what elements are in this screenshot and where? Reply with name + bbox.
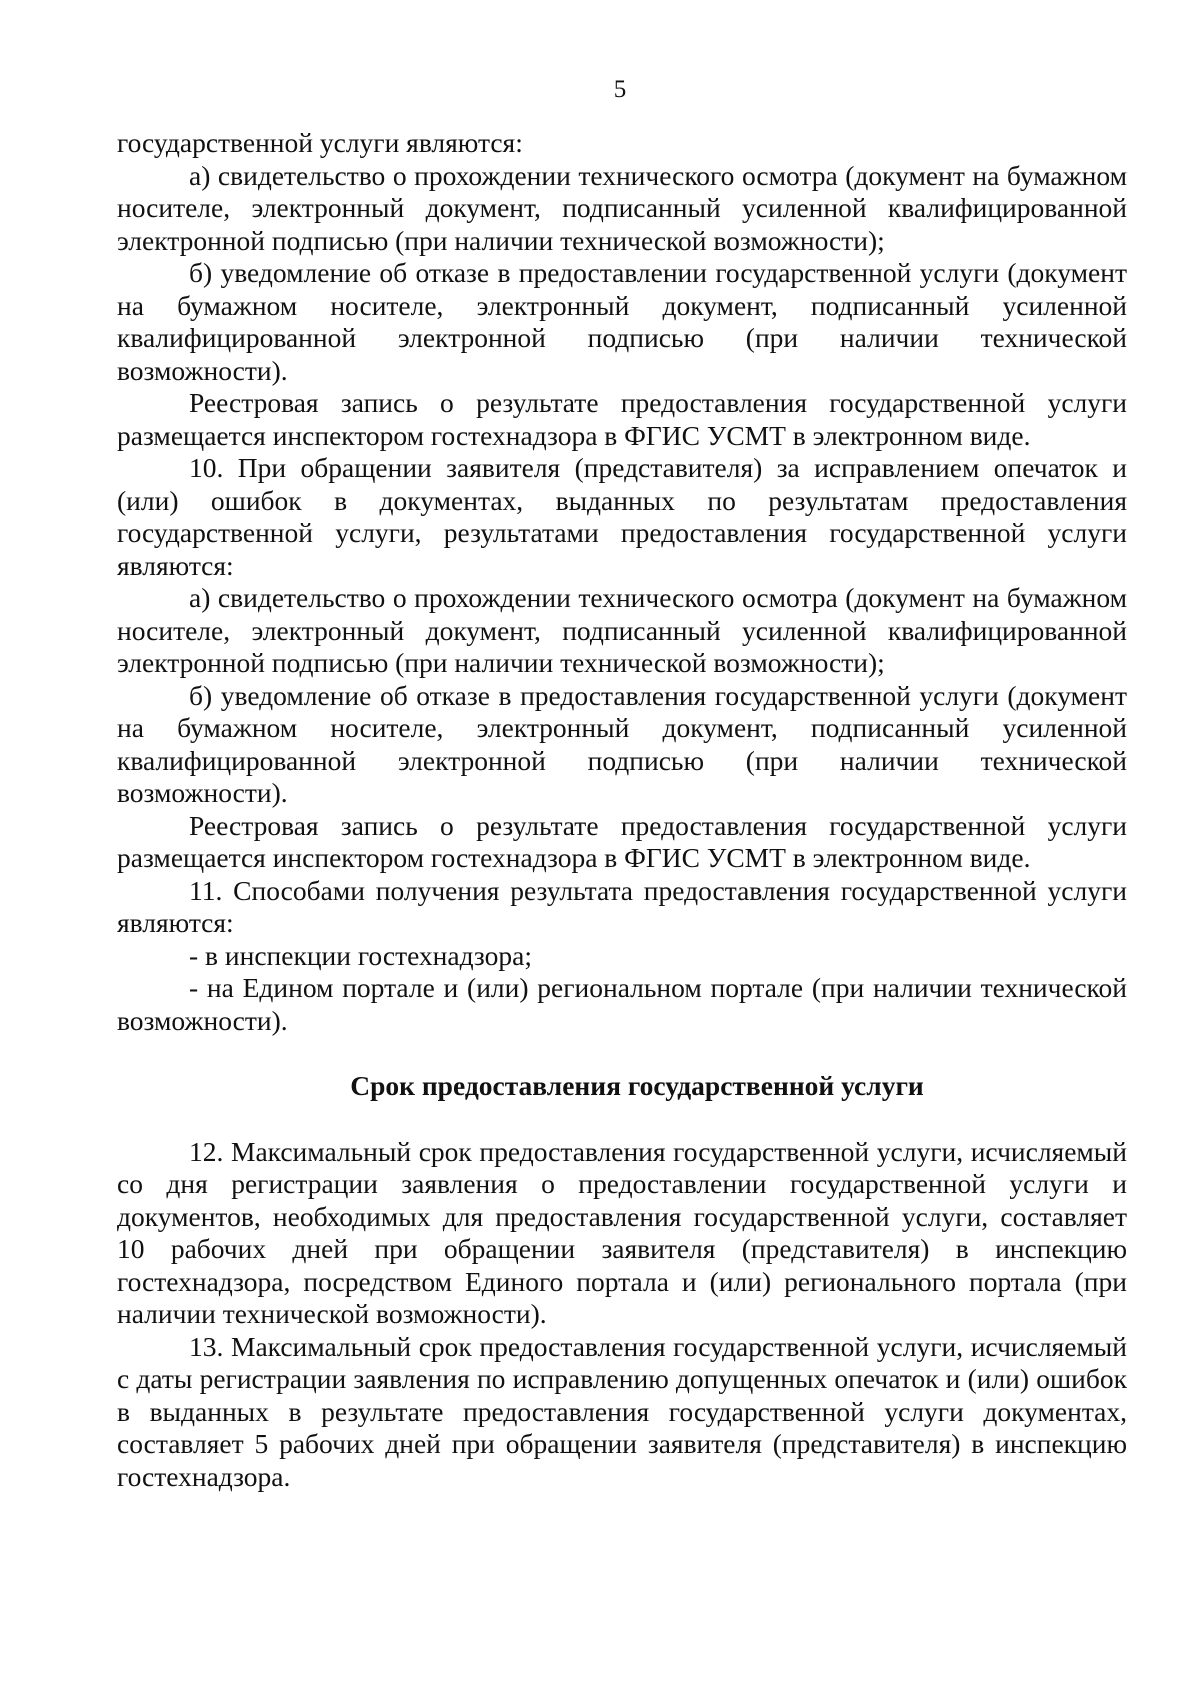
paragraph: 10. При обращении заявителя (представителя) за исправлением опечаток и (или) ошибок в документах, выданных по результатам предоставления государственной услуги, результатами предоставления государственной услуги являются: <box>117 452 1127 581</box>
paragraph: б) уведомление об отказе в предоставления государственной услуги (документ на бумажном носителе, электронный документ, подписанный усиленной квалифицированной электронной подписью (при наличии технической возможности). <box>117 679 1127 808</box>
section-heading: Срок предоставления государственной услуги <box>350 1070 924 1101</box>
paragraph: Реестровая запись о результате предоставления государственной услуги размещается инспектором гостехнадзора в ФГИС УСМТ в электронном виде. <box>117 387 1127 451</box>
page-number: 5 <box>613 76 627 103</box>
paragraph: 12. Максимальный срок предоставления государственной услуги, исчисляемый со дня регистрации заявления о предоставлении государственной услуги и документов, необходимых для предоставления государственной услуги, составляет 10 рабочих дней при обращении заявителя (представителя) в инспекцию гостехнадзора, посредством Единого портала и (или) регионального портала (при наличии технической возможности). <box>117 1135 1127 1329</box>
paragraph: 13. Максимальный срок предоставления государственной услуги, исчисляемый с даты регистрации заявления по исправлению допущенных опечаток и (или) ошибок в выданных в результате предоставления государственной услуги документах, составляет 5 рабочих дней при обращении заявителя (представителя) в инспекцию гостехнадзора. <box>117 1330 1127 1492</box>
paragraph: а) свидетельство о прохождении технического осмотра (документ на бумажном носителе, электронный документ, подписанный усиленной квалифицированной электронной подписью (при наличии технической возможности); <box>117 159 1127 256</box>
list-item: - в инспекции гостехнадзора; <box>189 939 532 971</box>
paragraph: Реестровая запись о результате предоставления государственной услуги размещается инспектором гостехнадзора в ФГИС УСМТ в электронном виде. <box>117 809 1127 873</box>
paragraph: б) уведомление об отказе в предоставлении государственной услуги (документ на бумажном носителе, электронный документ, подписанный усиленной квалифицированной электронной подписью (при наличии технической возможности). <box>117 257 1127 386</box>
paragraph: государственной услуги являются: <box>117 127 523 158</box>
list-item: - на Едином портале и (или) региональном портале (при наличии технической возможности). <box>117 972 1127 1036</box>
document-body <box>117 127 1127 1493</box>
paragraph: а) свидетельство о прохождении технического осмотра (документ на бумажном носителе, электронный документ, подписанный усиленной квалифицированной электронной подписью (при наличии технической возможности); <box>117 582 1127 678</box>
paragraph: 11. Способами получения результата предоставления государственной услуги являются: <box>117 874 1127 938</box>
